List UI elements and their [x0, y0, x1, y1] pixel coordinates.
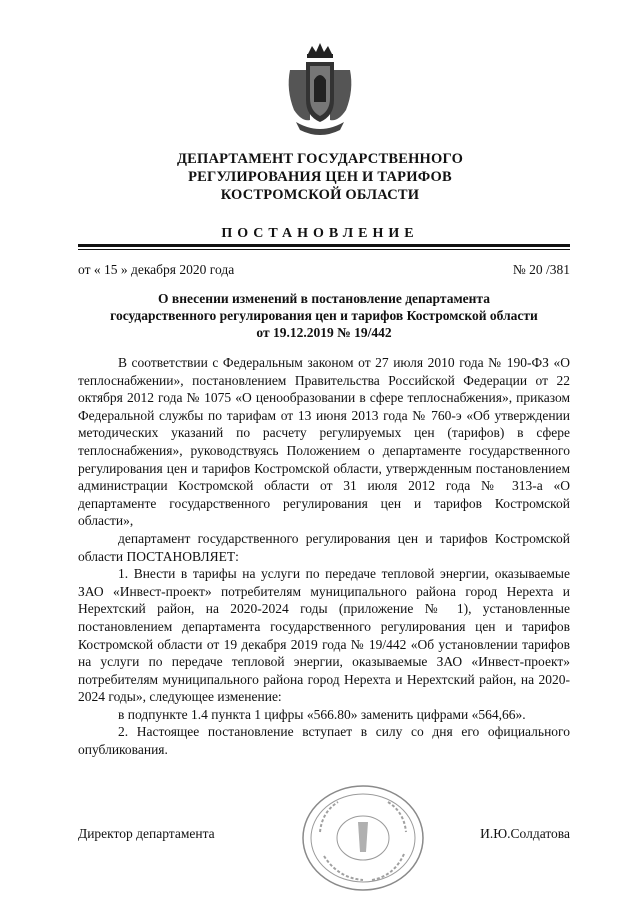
- signatory-name: И.Ю.Солдатова: [480, 826, 570, 841]
- document-title: [78, 290, 570, 341]
- body-paragraph: В соответствии с Федеральным законом от 27 июля 2010 года № 190-ФЗ «О теплоснабжении», постановлением Правительства Российской Федерации от 22 октября 2012 года № 1075 «О ценообразовании в сфере теплоснабжения», приказом Федеральной службы по тарифам от 13 июня 2013 года № 760-э «Об утверждении методических указаний по расчету регулируемых цен (тарифов) в сфере теплоснабжения», руководствуясь Положением о департаменте государственного регулирования цен и тарифов Костромской области, утвержденным постановлением администрации Костромской области от 31 июля 2012 года № 313-а «О департаменте государственного регулирования цен и тарифов Костромской области»,: [78, 355, 570, 529]
- official-seal-icon: [298, 782, 428, 894]
- signatory-position: Директор департамента: [78, 826, 215, 841]
- document-body: [78, 354, 570, 759]
- coat-of-arms-icon: [280, 40, 360, 140]
- body-paragraph: департамент государственного регулирования цен и тарифов Костромской области ПОСТАНОВЛЯЕТ:: [78, 530, 570, 564]
- document-number: № 20 /381: [512, 262, 570, 277]
- title-line-3: от 19.12.2019 № 19/442: [256, 325, 392, 340]
- department-name: [80, 150, 560, 204]
- header-rule-thick: [78, 244, 570, 247]
- title-line-1: О внесении изменений в постановление департамента: [158, 291, 490, 306]
- title-line-2: государственного регулирования цен и тарифов Костромской области: [110, 308, 538, 323]
- department-line-3: КОСТРОМСКОЙ ОБЛАСТИ: [220, 187, 420, 203]
- department-line-2: РЕГУЛИРОВАНИЯ ЦЕН И ТАРИФОВ: [188, 169, 452, 185]
- document-type: ПОСТАНОВЛЕНИЕ: [221, 226, 419, 241]
- document-date: от « 15 » декабря 2020 года: [78, 262, 235, 277]
- body-paragraph: 2. Настоящее постановление вступает в силу со дня его официального опубликования.: [78, 724, 570, 758]
- body-paragraph: в подпункте 1.4 пункта 1 цифры «566.80» заменить цифрами «564,66».: [118, 706, 526, 722]
- body-paragraph: 1. Внести в тарифы на услуги по передаче тепловой энергии, оказываемые ЗАО «Инвест-проект» потребителям муниципального района город Нерехта и Нерехтский район, на 2020-2024 годы (приложение № 1), установленные постановлением департамента государственного регулирования цен и тарифов Костромской области от 19 декабря 2019 года № 19/442 «Об установлении тарифов на услуги по передаче тепловой энергии, оказываемые ЗАО «Инвест-проект» потребителям муниципального района город Нерехта и Нерехтский район, на 2020-2024 годы», следующее изменение:: [78, 566, 570, 705]
- department-line-1: ДЕПАРТАМЕНТ ГОСУДАРСТВЕННОГО: [176, 151, 464, 167]
- header-rule-thin: [78, 249, 570, 250]
